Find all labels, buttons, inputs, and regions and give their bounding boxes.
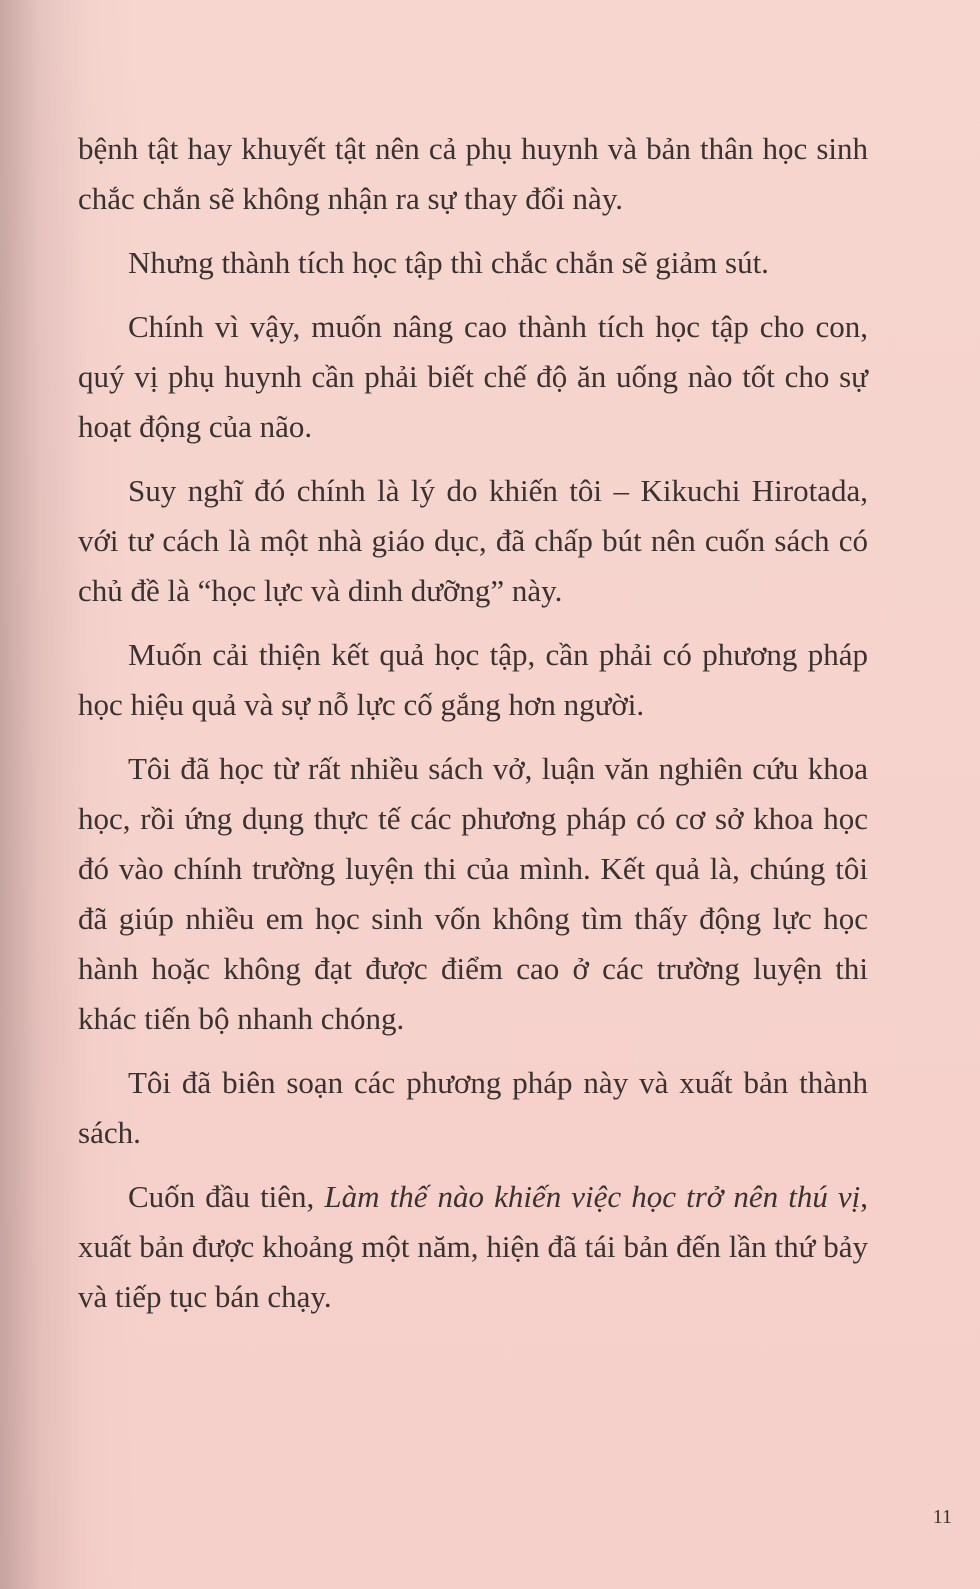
page-number: 11 <box>932 1506 952 1528</box>
book-title: Làm thế nào khiến việc học trở nên thú vị <box>324 1179 861 1214</box>
paragraph-1: bệnh tật hay khuyết tật nên cả phụ huynh và bản thân học sinh chắc chắn sẽ không nhận ra sự thay đổi này. <box>78 131 868 216</box>
body-text <box>78 124 868 1336</box>
paragraph-3: Chính vì vậy, muốn nâng cao thành tích học tập cho con, quý vị phụ huynh cần phải biết chế độ ăn uống nào tốt cho sự hoạt động của não. <box>78 309 868 444</box>
paragraph-8-suffix: , xuất bản được khoảng một năm, hiện đã tái bản đến lần thứ bảy và tiếp tục bán chạy. <box>78 1179 869 1314</box>
paragraph-6: Tôi đã học từ rất nhiều sách vở, luận văn nghiên cứu khoa học, rồi ứng dụng thực tế các phương pháp có cơ sở khoa học đó vào chính trường luyện thi của mình. Kết quả là, chúng tôi đã giúp nhiều em học sinh vốn không tìm thấy động lực học hành hoặc không đạt được điểm cao ở các trường luyện thi khác tiến bộ nhanh chóng. <box>78 751 868 1036</box>
paragraph-4: Suy nghĩ đó chính là lý do khiến tôi – Kikuchi Hirotada, với tư cách là một nhà giáo dục, đã chấp bút nên cuốn sách có chủ đề là “học lực và dinh dưỡng” này. <box>78 473 868 608</box>
paragraph-8 <box>78 1172 868 1322</box>
paragraph-8-prefix: Cuốn đầu tiên, <box>128 1179 325 1214</box>
paragraph-5: Muốn cải thiện kết quả học tập, cần phải có phương pháp học hiệu quả và sự nỗ lực cố gắng hơn người. <box>78 637 868 722</box>
paragraph-7: Tôi đã biên soạn các phương pháp này và xuất bản thành sách. <box>78 1065 868 1150</box>
paragraph-2: Nhưng thành tích học tập thì chắc chắn sẽ giảm sút. <box>128 245 769 280</box>
